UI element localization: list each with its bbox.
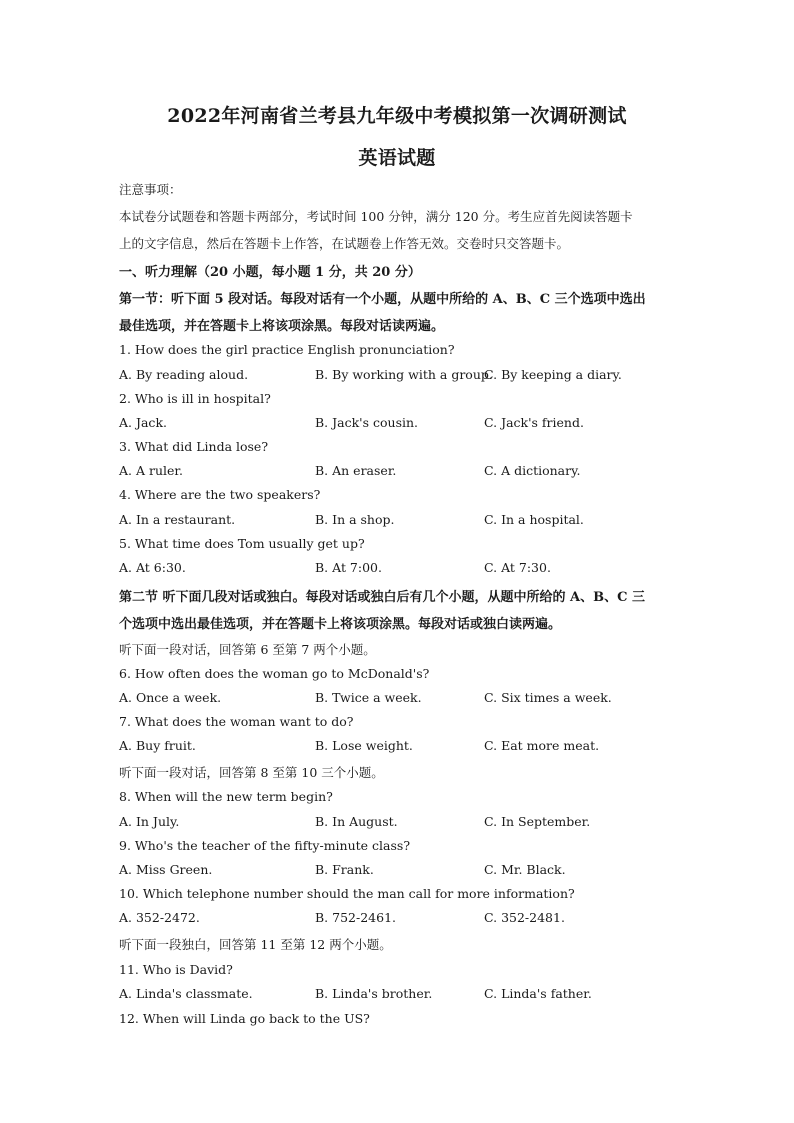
q5-option-b: B. At 7:00. bbox=[315, 560, 382, 575]
section2-instructions-2: 个选项中选出最佳选项，并在答题卡上将该项涂黑。每段对话或独白读两遍。 bbox=[119, 617, 562, 632]
question-9: 9. Who's the teacher of the fifty-minute class? bbox=[119, 838, 411, 853]
q6-option-c: C. Six times a week. bbox=[484, 690, 612, 705]
question-6: 6. How often does the woman go to McDonald's? bbox=[119, 666, 430, 681]
q7-option-a: A. Buy fruit. bbox=[119, 738, 196, 753]
question-4: 4. Where are the two speakers? bbox=[119, 487, 321, 502]
q8-option-a: A. In July. bbox=[119, 814, 180, 829]
question-11: 11. Who is David? bbox=[119, 962, 233, 977]
q1-option-a: A. By reading aloud. bbox=[119, 367, 249, 382]
q4-option-c: C. In a hospital. bbox=[484, 512, 584, 527]
q3-option-c: C. A dictionary. bbox=[484, 463, 581, 478]
q5-option-c: C. At 7:30. bbox=[484, 560, 551, 575]
q6-option-a: A. Once a week. bbox=[119, 690, 222, 705]
q10-option-b: B. 752-2461. bbox=[315, 910, 396, 925]
q8-option-b: B. In August. bbox=[315, 814, 398, 829]
q3-option-b: B. An eraser. bbox=[315, 463, 397, 478]
notice-line-2: 上的文字信息，然后在答题卡上作答，在试题卷上作答无效。交卷时只交答题卡。 bbox=[119, 236, 570, 251]
q9-option-c: C. Mr. Black. bbox=[484, 862, 566, 877]
section2-instructions-1: 第二节 听下面几段对话或独白。每段对话或独白后有几个小题，从题中所给的 A、B、C 三 bbox=[119, 590, 645, 605]
q7-option-c: C. Eat more meat. bbox=[484, 738, 600, 753]
question-2: 2. Who is ill in hospital? bbox=[119, 391, 271, 406]
q11-option-a: A. Linda's classmate. bbox=[119, 986, 253, 1001]
q3-option-a: A. A ruler. bbox=[119, 463, 183, 478]
section1-instructions-2: 最佳选项，并在答题卡上将该项涂黑。每段对话读两遍。 bbox=[119, 319, 445, 334]
q10-option-c: C. 352-2481. bbox=[484, 910, 565, 925]
q10-option-a: A. 352-2472. bbox=[119, 910, 200, 925]
q2-option-b: B. Jack's cousin. bbox=[315, 415, 419, 430]
q8-option-c: C. In September. bbox=[484, 814, 591, 829]
notice-heading: 注意事项： bbox=[119, 182, 182, 197]
q7-option-b: B. Lose weight. bbox=[315, 738, 413, 753]
exam-title: 2022年河南省兰考县九年级中考模拟第一次调研测试 bbox=[167, 105, 627, 127]
q2-option-c: C. Jack's friend. bbox=[484, 415, 584, 430]
q6-option-b: B. Twice a week. bbox=[315, 690, 422, 705]
q5-option-a: A. At 6:30. bbox=[119, 560, 186, 575]
question-10: 10. Which telephone number should the man call for more information? bbox=[119, 886, 575, 901]
part1-heading: 一、听力理解（20 小题，每小题 1 分，共 20 分） bbox=[119, 265, 421, 280]
q11-option-b: B. Linda's brother. bbox=[315, 986, 433, 1001]
q9-option-b: B. Frank. bbox=[315, 862, 374, 877]
question-3: 3. What did Linda lose? bbox=[119, 439, 269, 454]
question-5: 5. What time does Tom usually get up? bbox=[119, 536, 365, 551]
q2-option-a: A. Jack. bbox=[119, 415, 167, 430]
q4-option-b: B. In a shop. bbox=[315, 512, 395, 527]
notice-line-1: 本试卷分试题卷和答题卡两部分，考试时间 100 分钟，满分 120 分。考生应首先阅读答题卡 bbox=[119, 209, 633, 224]
dialogue-intro-6-7: 听下面一段对话，回答第 6 至第 7 两个小题。 bbox=[119, 642, 376, 657]
q1-option-b: B. By working with a group. bbox=[315, 367, 493, 382]
section1-instructions-1: 第一节：听下面 5 段对话。每段对话有一个小题，从题中所给的 A、B、C 三个选项中选出 bbox=[119, 292, 646, 307]
question-8: 8. When will the new term begin? bbox=[119, 789, 333, 804]
question-12: 12. When will Linda go back to the US? bbox=[119, 1011, 370, 1026]
question-1: 1. How does the girl practice English pronunciation? bbox=[119, 342, 455, 357]
exam-subtitle: 英语试题 bbox=[358, 147, 436, 169]
dialogue-intro-8-10: 听下面一段对话，回答第 8 至第 10 三个小题。 bbox=[119, 765, 384, 780]
q1-option-c: C. By keeping a diary. bbox=[484, 367, 622, 382]
monologue-intro-11-12: 听下面一段独白，回答第 11 至第 12 两个小题。 bbox=[119, 937, 392, 952]
question-7: 7. What does the woman want to do? bbox=[119, 714, 354, 729]
q4-option-a: A. In a restaurant. bbox=[119, 512, 236, 527]
q9-option-a: A. Miss Green. bbox=[119, 862, 213, 877]
q11-option-c: C. Linda's father. bbox=[484, 986, 592, 1001]
